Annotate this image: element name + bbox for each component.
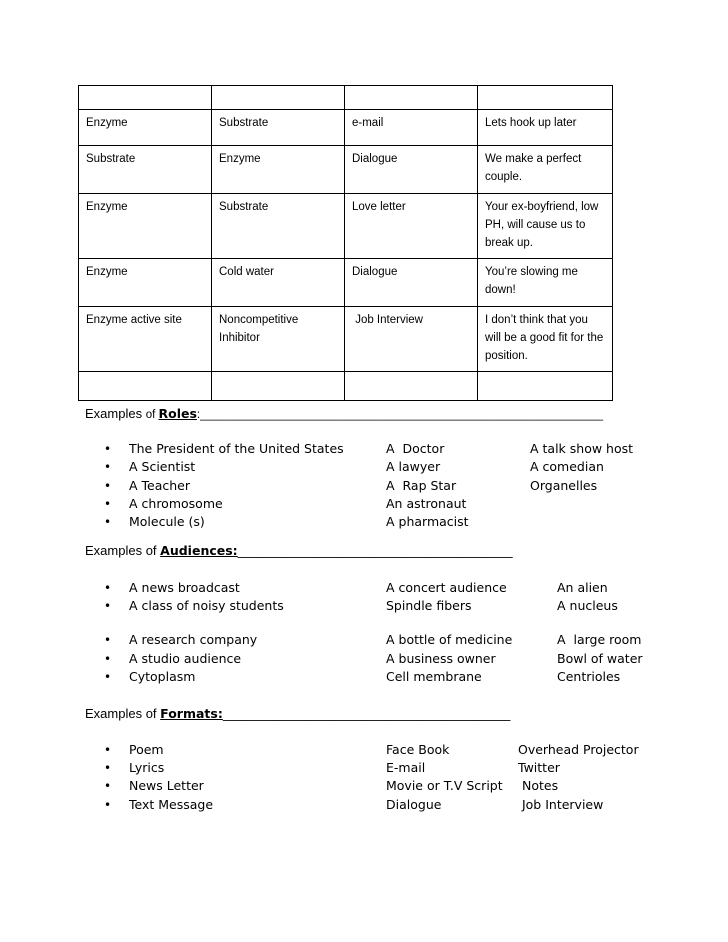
list-item: A pharmacist — [386, 514, 469, 529]
list-item: E-mail — [386, 760, 426, 775]
table-cell: We make a perfect couple. — [478, 146, 613, 194]
table-cell: Enzyme — [79, 259, 212, 307]
list-item: A Scientist — [129, 459, 196, 474]
list-item: A studio audience — [129, 651, 242, 666]
list-item: A comedian — [530, 459, 604, 474]
list-item: Movie or T.V Script — [386, 778, 503, 793]
roles-heading-keyword: Roles — [158, 406, 197, 421]
list-item: Molecule (s) — [129, 514, 205, 529]
table-row — [79, 194, 613, 259]
table-cell: e-mail — [345, 110, 478, 146]
list-item: A Rap Star — [386, 478, 457, 493]
list-item: A Teacher — [129, 478, 191, 493]
table-row — [79, 372, 613, 401]
list-item: Cytoplasm — [129, 669, 196, 684]
table-cell — [79, 86, 212, 110]
list-item: Notes — [518, 778, 559, 793]
table-cell — [345, 86, 478, 110]
bullet-icon: • — [104, 479, 112, 493]
list-item: An alien — [557, 580, 608, 595]
list-item: Job Interview — [518, 797, 604, 812]
roles-heading-line: :_______________________________________________________________ — [196, 409, 604, 421]
bullet-icon: • — [104, 670, 112, 684]
bullet-icon: • — [104, 761, 112, 775]
table-cell: Noncompetitive Inhibitor — [212, 307, 345, 372]
audiences-heading-line: ____________________________________________ — [237, 543, 513, 558]
bullet-icon: • — [104, 633, 112, 647]
list-item: A business owner — [386, 651, 496, 666]
table-row — [79, 86, 613, 110]
audiences-heading — [85, 543, 513, 559]
list-item: Poem — [129, 742, 164, 757]
table-cell: Enzyme — [79, 194, 212, 259]
bullet-icon: • — [104, 779, 112, 793]
table-row — [79, 110, 613, 146]
table-cell: Substrate — [212, 194, 345, 259]
table-cell: Enzyme — [79, 110, 212, 146]
table-cell — [79, 372, 212, 401]
table-cell: Love letter — [345, 194, 478, 259]
bullet-icon: • — [104, 798, 112, 812]
table-cell: Substrate — [79, 146, 212, 194]
bullet-icon: • — [104, 581, 112, 595]
table-row — [79, 259, 613, 307]
list-item: Face Book — [386, 742, 450, 757]
list-item: Centrioles — [557, 669, 621, 684]
list-item: Text Message — [129, 797, 214, 812]
list-item: A class of noisy students — [129, 598, 284, 613]
table-cell: I don’t think that you will be a good fit for the position. — [478, 307, 613, 372]
list-item: A news broadcast — [129, 580, 240, 595]
roles-heading-prefix: Examples — [85, 406, 146, 421]
bullet-icon: • — [104, 743, 112, 757]
list-item: A lawyer — [386, 459, 441, 474]
bullet-icon: • — [104, 515, 112, 529]
table-cell: Dialogue — [345, 259, 478, 307]
list-item: Lyrics — [129, 760, 165, 775]
roles-heading — [85, 406, 603, 422]
table-cell: Lets hook up later — [478, 110, 613, 146]
formats-heading-prefix: Examples of — [85, 706, 161, 721]
raft-table — [78, 85, 613, 401]
table-row — [79, 307, 613, 372]
formats-heading — [85, 706, 510, 722]
table-cell: Dialogue — [345, 146, 478, 194]
table-cell: You’re slowing me down! — [478, 259, 613, 307]
table-cell: Job Interview — [345, 307, 478, 372]
list-item: The President of the United States — [129, 441, 344, 456]
table-cell — [345, 372, 478, 401]
list-item: A concert audience — [386, 580, 507, 595]
list-item: Overhead Projector — [518, 742, 639, 757]
formats-heading-line: ______________________________________________ — [222, 706, 511, 721]
list-item: Organelles — [530, 478, 598, 493]
list-item: A large room — [557, 632, 642, 647]
table-cell: Substrate — [212, 110, 345, 146]
table-cell — [478, 86, 613, 110]
list-item: Bowl of water — [557, 651, 643, 666]
formats-heading-keyword: Formats: — [160, 706, 223, 721]
bullet-icon: • — [104, 652, 112, 666]
list-item: A chromosome — [129, 496, 223, 511]
list-item: Twitter — [518, 760, 560, 775]
list-item: An astronaut — [386, 496, 467, 511]
table-row — [79, 146, 613, 194]
table-cell — [212, 86, 345, 110]
list-item: A Doctor — [386, 441, 445, 456]
roles-heading-of: of — [145, 409, 159, 421]
bullet-icon: • — [104, 599, 112, 613]
list-item: A talk show host — [530, 441, 634, 456]
table-cell: Your ex-boyfriend, low PH, will cause us to break up. — [478, 194, 613, 259]
bullet-icon: • — [104, 460, 112, 474]
list-item: A research company — [129, 632, 258, 647]
bullet-icon: • — [104, 442, 112, 456]
audiences-heading-prefix: Examples of — [85, 543, 161, 558]
audiences-heading-keyword: Audiences: — [160, 543, 238, 558]
list-item: Spindle fibers — [386, 598, 472, 613]
table-cell: Enzyme — [212, 146, 345, 194]
bullet-icon: • — [104, 497, 112, 511]
table-cell — [478, 372, 613, 401]
list-item: News Letter — [129, 778, 204, 793]
table-cell — [212, 372, 345, 401]
list-item: Dialogue — [386, 797, 442, 812]
table-cell: Cold water — [212, 259, 345, 307]
list-item: Cell membrane — [386, 669, 482, 684]
table-cell: Enzyme active site — [79, 307, 212, 372]
list-item: A nucleus — [557, 598, 618, 613]
list-item: A bottle of medicine — [386, 632, 513, 647]
